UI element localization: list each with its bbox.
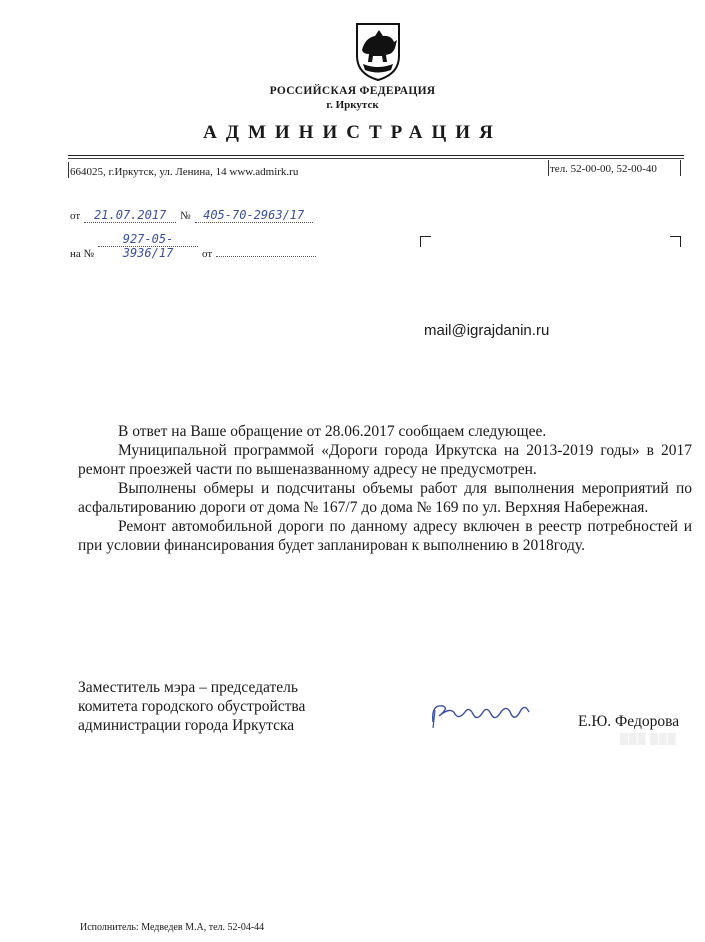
reply-date xyxy=(216,242,316,257)
body-paragraph: Муниципальной программой «Дороги города Иркутска на 2013-2019 годы» в 2017 ремонт проезжей части по вышеназванному адресу не предусмотрен. xyxy=(78,442,692,478)
phones-line: тел. 52-00-00, 52-00-40 xyxy=(550,163,657,175)
organization-title: АДМИНИСТРАЦИЯ xyxy=(203,122,502,143)
body-paragraph: Выполнены обмеры и подсчитаны объемы работ для выполнения мероприятий по асфальтированию дороги от дома № 167/7 до дома № 169 по ул. Верхняя Набережная. xyxy=(78,480,692,516)
faded-stamp: ▒▒▒ ▒▒▒ xyxy=(620,733,677,745)
position-line: Заместитель мэра – председатель xyxy=(78,679,298,696)
outgoing-reference xyxy=(70,206,330,224)
recipient-email: mail@igrajdanin.ru xyxy=(424,322,550,339)
executor-line: Исполнитель: Медведев М.А, тел. 52-04-44 xyxy=(80,922,265,933)
header-divider xyxy=(68,155,684,156)
outgoing-number: 405-70-2963/17 xyxy=(195,208,313,223)
signatory-name: Е.Ю. Федорова xyxy=(578,713,680,730)
number-label: № xyxy=(180,210,191,222)
position-line: комитета городского обустройства xyxy=(78,698,306,715)
position-line: администрации города Иркутска xyxy=(78,717,295,734)
reply-number: 927-05-3936/17 xyxy=(98,232,198,247)
header-divider-thin xyxy=(68,158,684,159)
country-title: РОССИЙСКАЯ ФЕДЕРАЦИЯ xyxy=(269,85,436,97)
reply-from-label: от xyxy=(202,248,213,260)
outgoing-date: 21.07.2017 xyxy=(84,208,176,223)
handwritten-signature xyxy=(425,694,535,734)
signatory-position xyxy=(78,678,305,735)
letter-body xyxy=(78,422,692,555)
from-label: от xyxy=(70,210,81,222)
city-title: г. Иркутск xyxy=(326,99,379,111)
phones-left-bracket xyxy=(548,160,549,176)
reply-label: на № xyxy=(70,248,95,260)
recipient-corner-left xyxy=(420,236,431,247)
coat-of-arms-icon xyxy=(353,20,403,82)
body-paragraph: Ремонт автомобильной дороги по данному адресу включен в реестр потребностей и при условии финансирования будет запланирован к выполнению в 2018году. xyxy=(78,518,692,554)
body-paragraph: В ответ на Ваше обращение от 28.06.2017 сообщаем следующее. xyxy=(118,423,547,440)
incoming-reference xyxy=(70,232,330,262)
recipient-corner-right xyxy=(670,236,681,247)
address-line: 664025, г.Иркутск, ул. Ленина, 14 www.admirk.ru xyxy=(70,166,299,178)
phones-right-bracket xyxy=(680,160,681,176)
address-left-bracket xyxy=(68,162,69,178)
